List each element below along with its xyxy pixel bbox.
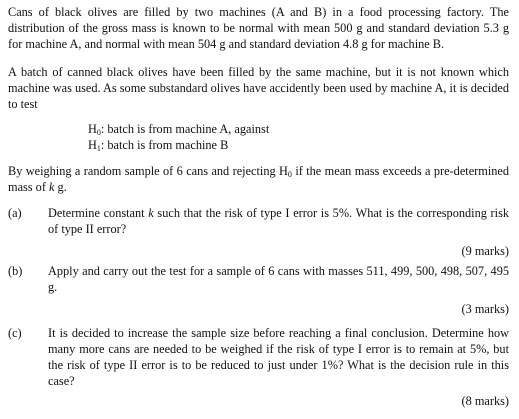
part-a-text	[48, 205, 509, 237]
null-hypothesis	[88, 121, 509, 137]
hypotheses-block	[88, 121, 509, 153]
h1-text: : batch is from machine B	[100, 138, 229, 152]
h0-subscript: 0	[96, 128, 101, 137]
procedure-text-start: By weighing a random sample of 6 cans and rejecting H	[8, 164, 288, 178]
part-a-marks: (9 marks)	[461, 244, 509, 258]
part-b	[8, 263, 509, 317]
part-a	[8, 205, 509, 259]
procedure-text-end: g.	[54, 180, 67, 194]
part-a-text-end: such that the risk of type I error is 5%. What is the corresponding risk of type II error?	[48, 206, 509, 236]
h1-subscript: 1	[96, 144, 101, 153]
h1-symbol: H	[88, 138, 97, 152]
part-b-label: (b)	[8, 264, 23, 278]
part-c-text: It is decided to increase the sample size before reaching a final conclusion. Determine how many more cans are needed to be weighed if the risk of type I error is to remain at 5%, but the risk of type II error is to be reduced to just under 1%? What is the decision rule in this case?	[48, 326, 509, 388]
alternative-hypothesis	[88, 137, 509, 153]
intro-paragraph-2: A batch of canned black olives have been filled by the same machine, but it is not known which machine was used. As some substandard olives have accidently been used by machine A, it is decided to test	[8, 65, 509, 111]
h0-text: : batch is from machine A, against	[100, 122, 270, 136]
part-c-label: (c)	[8, 326, 22, 340]
part-c	[8, 325, 509, 409]
procedure-k-variable: k	[49, 180, 55, 194]
part-c-marks: (8 marks)	[461, 394, 509, 408]
part-b-text: Apply and carry out the test for a sample of 6 cans with masses 511, 499, 500, 498, 507, 495 g.	[48, 264, 509, 294]
part-a-k-variable: k	[148, 206, 154, 220]
procedure-text-middle: if the mean mass exceeds a pre-determined mass of	[8, 164, 509, 194]
part-b-marks: (3 marks)	[461, 302, 509, 316]
test-procedure-paragraph	[8, 163, 509, 195]
procedure-h0-subscript: 0	[287, 170, 292, 179]
part-a-text-start: Determine constant	[48, 206, 149, 220]
intro-paragraph-1: Cans of black olives are filled by two machines (A and B) in a food processing factory. The distribution of the gross mass is known to be normal with mean 500 g and standard deviation 5.3 g for machine A, and normal with mean 504 g and standard deviation 4.8 g for machine B.	[8, 5, 509, 51]
part-a-label: (a)	[8, 206, 22, 220]
h0-symbol: H	[88, 122, 97, 136]
